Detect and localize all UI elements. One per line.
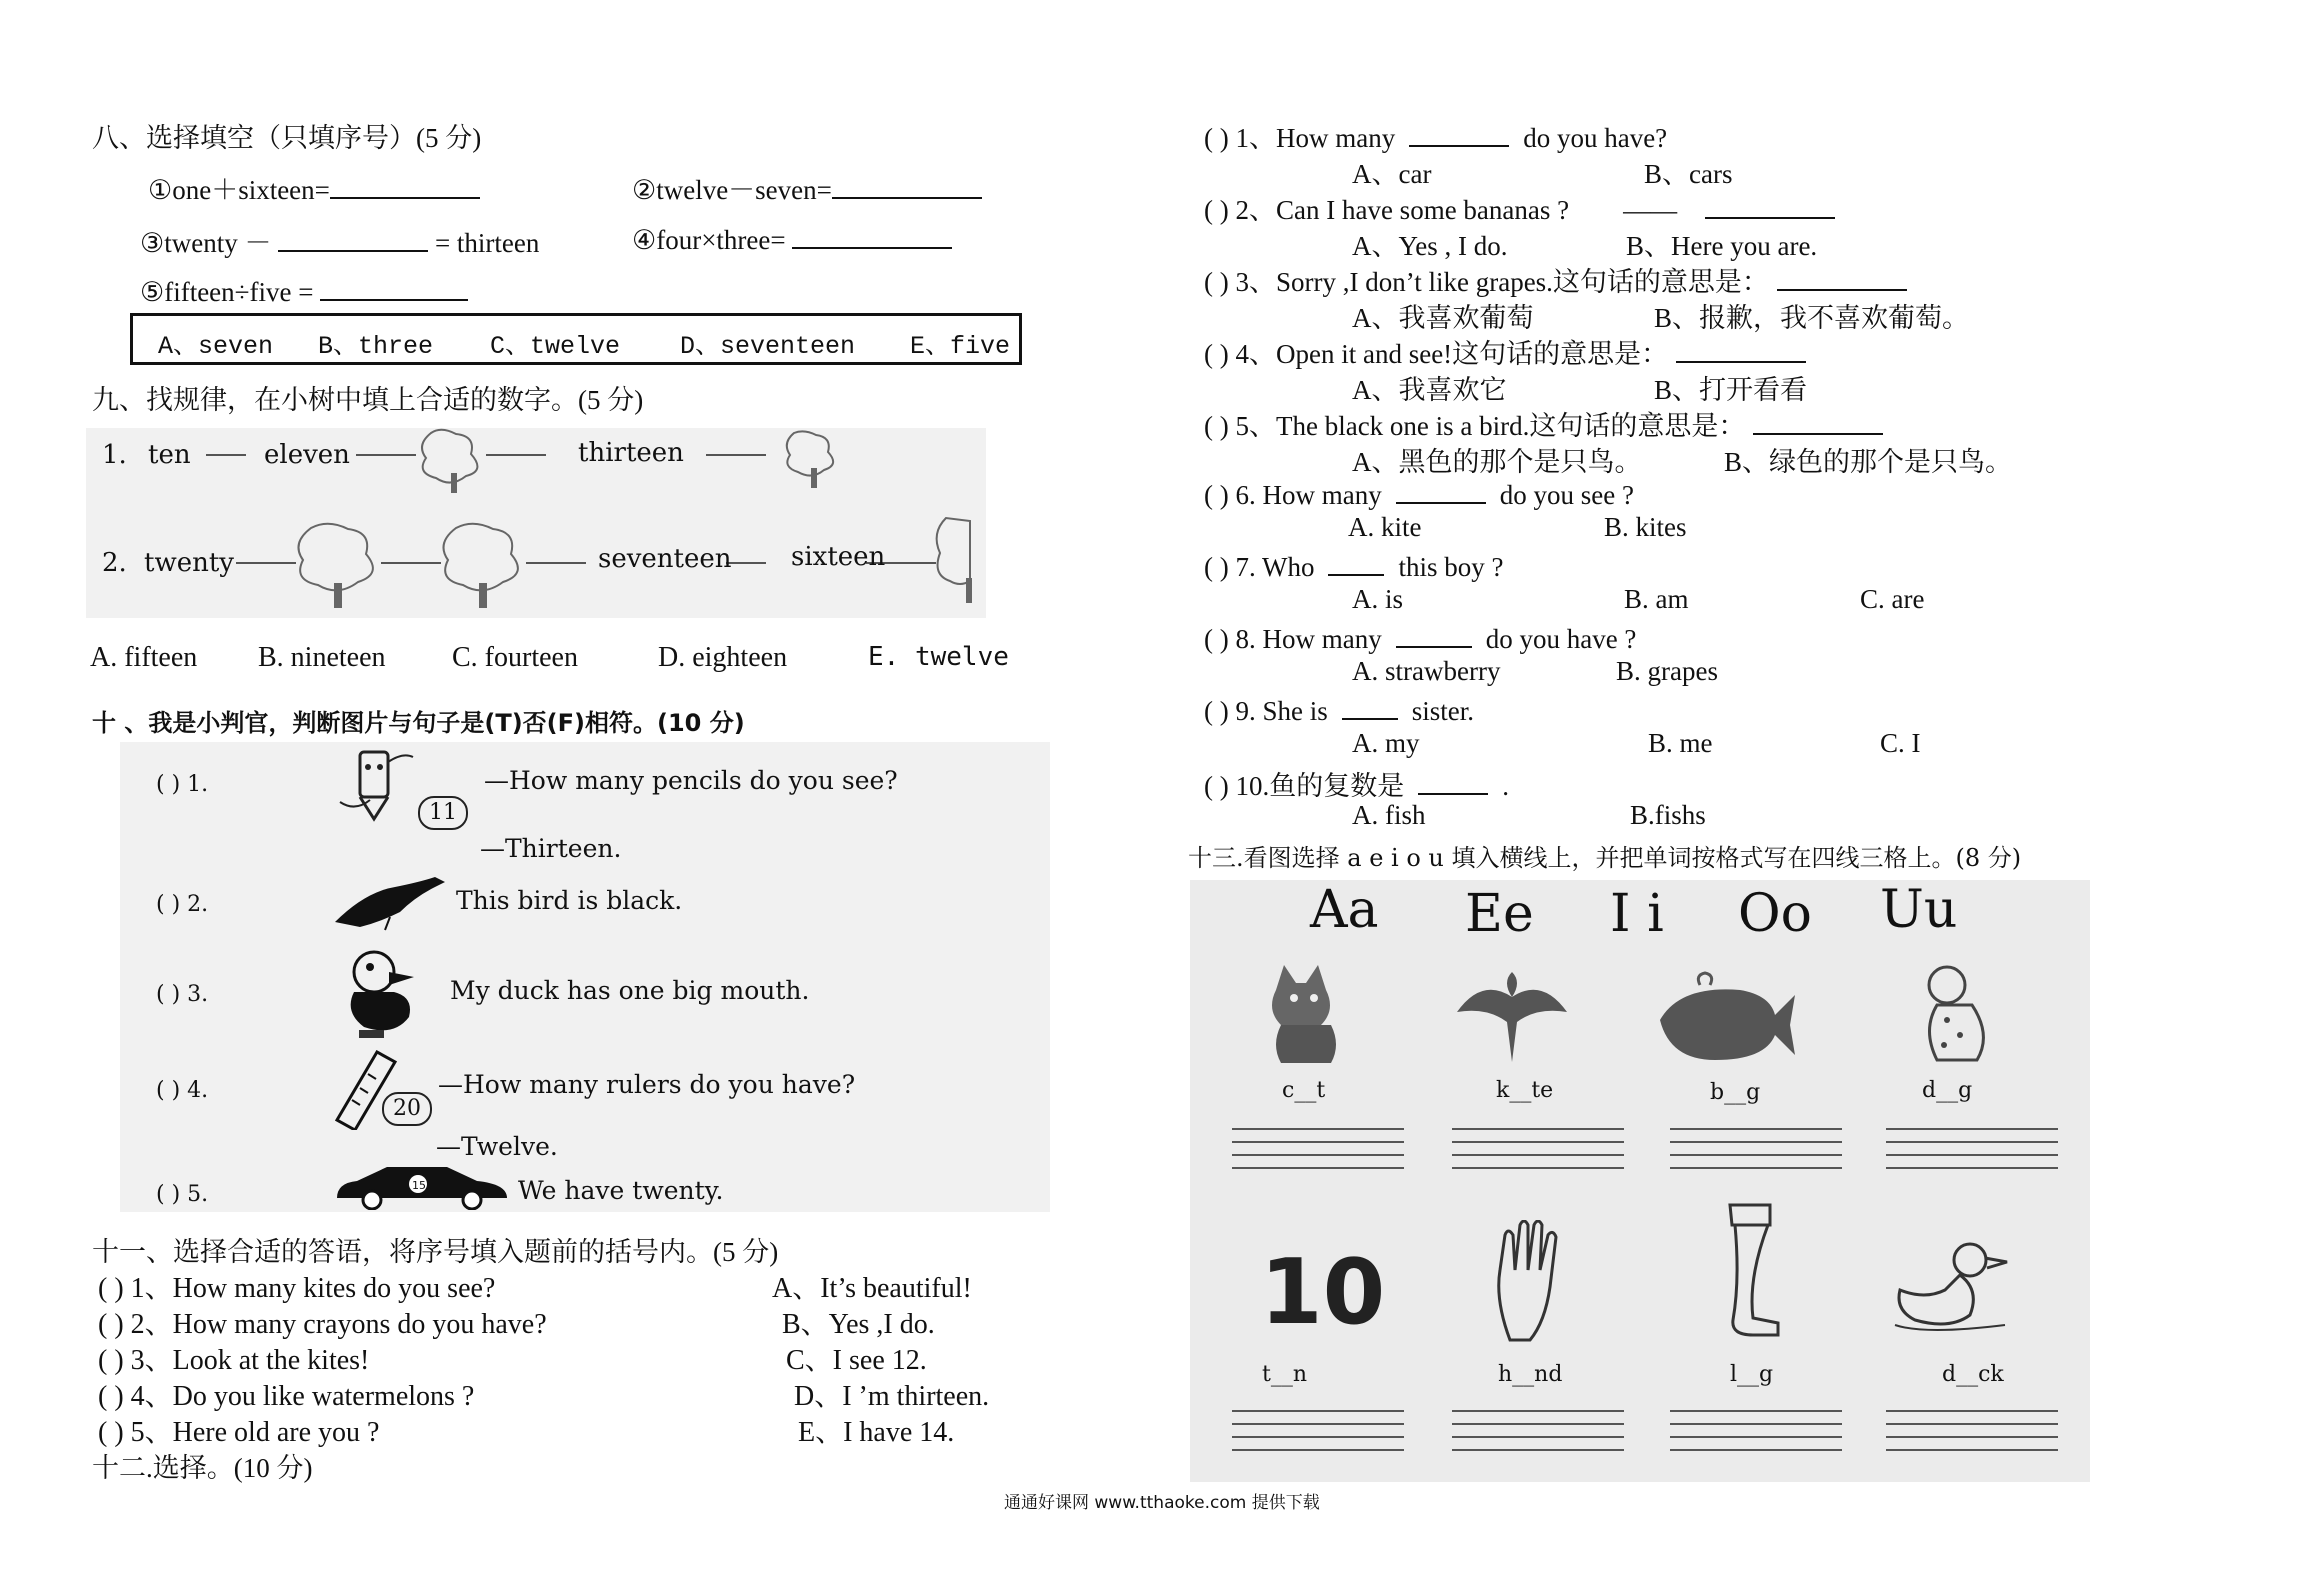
s12-question-7 — [1204, 548, 1503, 583]
s8-q2-blank[interactable] — [832, 171, 982, 199]
s10-item5-text: We have twenty. — [518, 1176, 724, 1205]
s13-letter-u: Uu — [1880, 880, 1958, 940]
s12-q1-option-b: B、cars — [1644, 159, 1733, 189]
s12-q7-option-c: C. are — [1860, 584, 1925, 614]
bird-silhouette-icon — [330, 872, 450, 932]
s8-q4-label: ④four×three= — [632, 225, 786, 255]
s12-question-tail: do you see ? — [1499, 480, 1634, 510]
s12-answer-blank[interactable] — [1396, 476, 1486, 504]
s8-opt-d: D、seventeen — [680, 332, 856, 361]
writing-line — [1232, 1423, 1404, 1425]
s13-ten-picture: 10 — [1260, 1240, 1386, 1345]
s11-a2: B、Yes ,I do. — [782, 1309, 935, 1340]
s12-q7-option-b: B. am — [1624, 584, 1689, 614]
s13-word-hand: h__nd — [1498, 1362, 1563, 1387]
s10-item2-text: This bird is black. — [456, 886, 683, 915]
writing-line — [1670, 1154, 1842, 1156]
s8-q2-label: ②twelve－seven= — [632, 175, 832, 205]
s12-q8-option-a: A. strawberry — [1352, 656, 1501, 686]
s12-q4-option-a: A、我喜欢它 — [1352, 375, 1507, 405]
s12-question-4 — [1204, 332, 1806, 371]
s12-question-dash: —— — [1623, 195, 1678, 225]
s10-item5-badge: 15 — [412, 1179, 426, 1192]
s12-q2-option-b: B、Here you are. — [1626, 231, 1818, 261]
s12-question-2 — [1204, 188, 1835, 227]
writing-line — [1232, 1128, 1404, 1130]
writing-line — [1886, 1410, 2058, 1412]
s8-q5 — [140, 273, 468, 308]
s13-word-leg: l__g — [1730, 1362, 1774, 1387]
s12-question-text: ( ) 3、Sorry ,I don’t like grapes.这句话的意思是： — [1204, 267, 1769, 297]
footer-source: 通通好课网 www.tthaoke.com 提供下载 — [1004, 1493, 1320, 1513]
s8-q3 — [140, 221, 539, 260]
s13-word-ten: t__n — [1262, 1362, 1308, 1387]
tree-icon — [444, 524, 518, 591]
s13-word-bag: b__g — [1710, 1080, 1761, 1105]
writing-line — [1232, 1410, 1404, 1412]
writing-line — [1232, 1154, 1404, 1156]
s9-row2-w1: twenty — [144, 548, 234, 578]
s9-row1-w2: eleven — [264, 440, 350, 470]
writing-line — [1670, 1436, 1842, 1438]
s11-q4: ( ) 4、Do you like watermelons ? — [98, 1381, 475, 1412]
s8-q2 — [632, 168, 982, 207]
writing-line — [1452, 1141, 1624, 1143]
writing-line — [1670, 1449, 1842, 1451]
s12-question-text: ( ) 7. Who — [1204, 552, 1315, 582]
s12-question-text: ( ) 10.鱼的复数是 — [1204, 771, 1405, 801]
s12-q5-option-a: A、黑色的那个是只鸟。 — [1352, 447, 1642, 477]
s9-opt-a: A. fifteen — [90, 642, 198, 673]
s8-q1 — [148, 168, 480, 207]
s8-q1-label: ①one＋sixteen= — [148, 175, 330, 205]
s12-question-text: ( ) 8. How many — [1204, 624, 1382, 654]
s9-opt-e: E. twelve — [868, 642, 1009, 672]
hand-icon — [1490, 1220, 1580, 1350]
s10-judge-image — [120, 742, 1050, 1212]
s12-answer-blank[interactable] — [1676, 335, 1806, 363]
s10-item1-num: ( ) 1. — [156, 772, 209, 797]
pencil-cartoon-icon — [330, 742, 430, 832]
writing-line — [1886, 1128, 2058, 1130]
s12-q5-option-b: B、绿色的那个是只鸟。 — [1724, 447, 2013, 477]
s13-letter-e: Ee — [1465, 884, 1534, 944]
whale-icon — [1650, 970, 1800, 1060]
s12-q3-option-a: A、我喜欢葡萄 — [1352, 303, 1534, 333]
section12-title: 十二.选择。(10 分) — [92, 1453, 313, 1483]
s8-q4-blank[interactable] — [792, 221, 952, 249]
leg-icon — [1710, 1200, 1790, 1350]
writing-line — [1886, 1154, 2058, 1156]
writing-line — [1886, 1141, 2058, 1143]
s9-tree-lines — [86, 428, 986, 618]
writing-line — [1232, 1436, 1404, 1438]
s12-question-6 — [1204, 476, 1634, 511]
writing-line — [1670, 1167, 1842, 1169]
s10-item4-text: —How many rulers do you have? — [438, 1070, 856, 1099]
s8-q3-blank[interactable] — [278, 224, 428, 252]
section10-title: 十 、我是小判官，判断图片与句子是(T)否(F)相符。(10 分) — [92, 709, 745, 737]
s11-a3: C、I see 12. — [786, 1345, 927, 1376]
s11-q2: ( ) 2、How many crayons do you have? — [98, 1309, 547, 1340]
s13-word-kite: k__te — [1496, 1078, 1554, 1103]
s9-opt-d: D. eighteen — [658, 642, 788, 673]
s10-item5-num: ( ) 5. — [156, 1182, 209, 1207]
s12-question-3 — [1204, 260, 1907, 299]
s9-opt-b: B. nineteen — [258, 642, 386, 673]
s9-row1-num: 1. — [102, 440, 127, 470]
dog-icon — [1912, 960, 2002, 1070]
s12-answer-blank[interactable] — [1396, 620, 1472, 648]
s10-item1-badge: 11 — [418, 796, 468, 830]
s11-a1: A、It’s beautiful! — [772, 1273, 972, 1304]
section8-title: 八、选择填空（只填序号）(5 分) — [92, 123, 482, 153]
s8-opt-c: C、twelve — [490, 332, 621, 361]
s11-q3: ( ) 3、Look at the kites! — [98, 1345, 370, 1376]
s10-item2-num: ( ) 2. — [156, 892, 209, 917]
writing-line — [1670, 1423, 1842, 1425]
s11-q1: ( ) 1、How many kites do you see? — [98, 1273, 496, 1304]
s9-row2-w3: sixteen — [791, 542, 886, 572]
s9-row1-w1: ten — [148, 440, 191, 470]
s12-question-8 — [1204, 620, 1636, 655]
s10-item3-text: My duck has one big mouth. — [450, 976, 810, 1005]
s9-opt-c: C. fourteen — [452, 642, 578, 673]
s13-letter-o: Oo — [1738, 884, 1812, 944]
s12-q4-option-b: B、打开看看 — [1654, 375, 1808, 405]
s12-answer-blank[interactable] — [1342, 692, 1398, 720]
tree-icon — [937, 518, 970, 584]
s12-answer-blank[interactable] — [1705, 191, 1835, 219]
cat-icon — [1256, 960, 1346, 1070]
s13-word-cat: c__t — [1282, 1078, 1326, 1103]
s10-item3-num: ( ) 3. — [156, 982, 209, 1007]
writing-line — [1452, 1449, 1624, 1451]
s12-q2-option-a: A、Yes , I do. — [1352, 231, 1508, 261]
writing-line — [1886, 1423, 2058, 1425]
s8-q5-label: ⑤fifteen÷five = — [140, 277, 314, 307]
s12-answer-blank[interactable] — [1409, 119, 1509, 147]
writing-line — [1452, 1423, 1624, 1425]
s13-letter-a: Aa — [1310, 880, 1379, 940]
s8-q5-blank[interactable] — [320, 273, 468, 301]
s12-question-text: ( ) 4、Open it and see!这句话的意思是： — [1204, 339, 1669, 369]
s12-question-9 — [1204, 692, 1474, 727]
s13-vowel-image — [1190, 880, 2090, 1482]
s12-answer-blank[interactable] — [1328, 548, 1384, 576]
writing-line — [1232, 1167, 1404, 1169]
tree-icon — [299, 524, 373, 591]
s12-q9-option-b: B. me — [1648, 728, 1713, 758]
s12-question-text: ( ) 6. How many — [1204, 480, 1382, 510]
s8-opt-a: A、seven — [158, 332, 274, 361]
section13-title: 十三.看图选择 a e i o u 填入横线上，并把单词按格式写在四线三格上。(8 分) — [1188, 844, 2022, 872]
s13-word-duck: d__ck — [1942, 1362, 2004, 1387]
tree-icon — [787, 431, 833, 475]
writing-line — [1452, 1410, 1624, 1412]
s12-q6-option-a: A. kite — [1348, 512, 1422, 542]
s12-q10-option-b: B.fishs — [1630, 800, 1706, 830]
s11-a5: E、I have 14. — [798, 1417, 955, 1448]
writing-line — [1232, 1449, 1404, 1451]
s12-q6-option-b: B. kites — [1604, 512, 1687, 542]
s13-letter-i: I i — [1610, 884, 1664, 944]
s10-item4-answer: —Twelve. — [436, 1132, 558, 1161]
s11-q5: ( ) 5、Here old are you ? — [98, 1417, 380, 1448]
s10-item4-badge: 20 — [382, 1092, 432, 1126]
s12-question-text: ( ) 5、The black one is a bird.这句话的意思是： — [1204, 411, 1746, 441]
s10-item1-answer: —Thirteen. — [480, 834, 622, 863]
s12-q7-option-a: A. is — [1352, 584, 1404, 614]
s12-question-text: ( ) 1、How many — [1204, 123, 1396, 153]
s11-a4: D、I ’m thirteen. — [794, 1381, 990, 1412]
writing-line — [1670, 1410, 1842, 1412]
kite-bird-icon — [1452, 962, 1572, 1062]
tree-icon — [422, 430, 477, 483]
s8-opt-e: E、five — [910, 332, 1011, 361]
s8-q1-blank[interactable] — [330, 171, 480, 199]
s8-q3-label-b: = thirteen — [434, 228, 540, 258]
s12-question-tail: this boy ? — [1398, 552, 1504, 582]
s9-row2-w2: seventeen — [598, 544, 732, 574]
s12-question-tail: sister. — [1411, 696, 1475, 726]
duck-cartoon-icon — [334, 942, 434, 1042]
s12-question-text: ( ) 9. She is — [1204, 696, 1328, 726]
s12-question-tail: do you have? — [1523, 123, 1668, 153]
s12-question-tail: do you have ? — [1485, 624, 1637, 654]
writing-line — [1886, 1449, 2058, 1451]
s12-q10-option-a: A. fish — [1352, 800, 1426, 830]
s12-q3-option-b: B、报歉，我不喜欢葡萄。 — [1654, 303, 1970, 333]
writing-line — [1452, 1128, 1624, 1130]
s12-question-tail: . — [1502, 771, 1509, 801]
writing-line — [1670, 1128, 1842, 1130]
s12-q8-option-b: B. grapes — [1616, 656, 1718, 686]
section11-title: 十一、选择合适的答语，将序号填入题前的括号内。(5 分) — [92, 1237, 779, 1267]
duck-icon — [1890, 1230, 2020, 1340]
s9-row1-w3: thirteen — [578, 438, 684, 468]
s8-opt-b: B、three — [318, 332, 434, 361]
s12-q9-option-a: A. my — [1352, 728, 1420, 758]
writing-line — [1232, 1141, 1404, 1143]
writing-line — [1886, 1436, 2058, 1438]
s10-item4-num: ( ) 4. — [156, 1078, 209, 1103]
s9-row2-num: 2. — [102, 548, 127, 578]
s12-answer-blank[interactable] — [1753, 407, 1883, 435]
writing-line — [1452, 1167, 1624, 1169]
s9-pattern-image — [86, 428, 986, 618]
writing-line — [1886, 1167, 2058, 1169]
s12-question-text: ( ) 2、Can I have some bananas ? — [1204, 195, 1570, 225]
s8-q3-label-a: ③twenty － — [140, 228, 272, 258]
s12-question-5 — [1204, 404, 1883, 443]
s12-question-1 — [1204, 116, 1667, 155]
s12-answer-blank[interactable] — [1777, 263, 1907, 291]
s8-q4 — [632, 221, 952, 256]
s10-item1-text: —How many pencils do you see? — [484, 766, 898, 795]
s12-answer-blank[interactable] — [1418, 767, 1488, 795]
writing-line — [1452, 1154, 1624, 1156]
s12-question-10 — [1204, 764, 1509, 803]
writing-line — [1452, 1436, 1624, 1438]
s13-word-dog: d__g — [1922, 1078, 1973, 1103]
s12-q9-option-c: C. I — [1880, 728, 1921, 758]
s12-q1-option-a: A、car — [1352, 159, 1432, 189]
car-icon — [332, 1160, 512, 1210]
writing-line — [1670, 1141, 1842, 1143]
section9-title: 九、找规律，在小树中填上合适的数字。(5 分) — [92, 385, 644, 415]
